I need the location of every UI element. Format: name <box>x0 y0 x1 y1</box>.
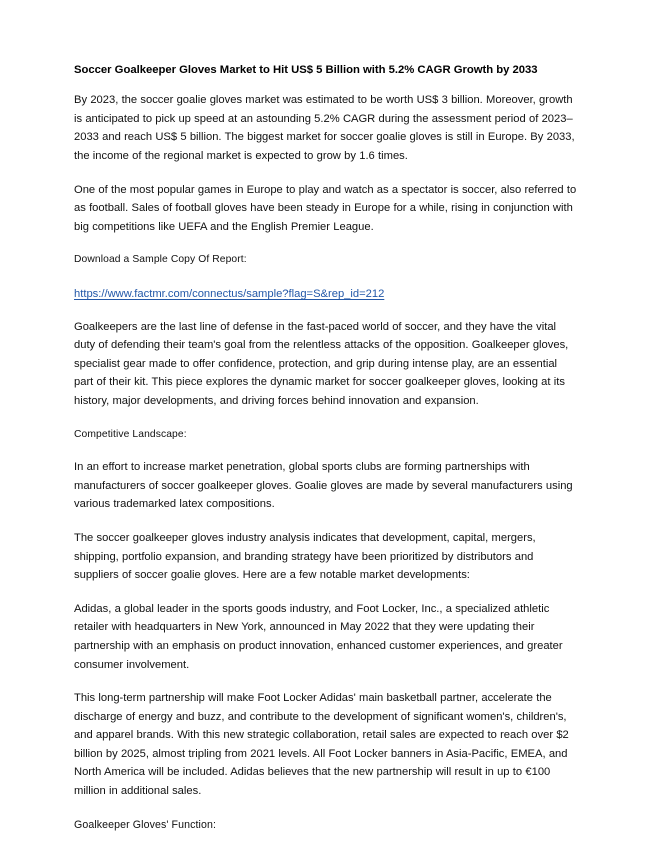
paragraph-market-overview: By 2023, the soccer goalie gloves market was estimated to be worth US$ 3 billion. Moreover, growth is anticipated to pick up speed at an astounding 5.2% CAGR during the assessment period of 2023–2033 and reach US$ 5 billion. The biggest market for soccer goalie gloves is still in Europe. By 2033, the income of the regional market is expected to grow by 1.6 times. <box>74 94 575 163</box>
page-title: Soccer Goalkeeper Gloves Market to Hit US$ 5 Billion with 5.2% CAGR Growth by 2033 <box>74 64 538 76</box>
paragraph-adidas-footlocker: Adidas, a global leader in the sports goods industry, and Foot Locker, Inc., a specialized athletic retailer with headquarters in New York, announced in May 2022 that they were updating their partnership with an emphasis on product innovation, enhanced customer experiences, and greater consumer involvement. <box>74 602 563 671</box>
sample-report-link[interactable]: https://www.factmr.com/connectus/sample?flag=S&rep_id=212 <box>74 288 385 300</box>
paragraph-partnership-details: This long-term partnership will make Foot Locker Adidas' main basketball partner, accelerate the discharge of energy and buzz, and contribute to the development of significant women's, children's, and apparel brands. With this new strategic collaboration, retail sales are expected to reach over $2 billion by 2025, almost tripling from 2021 levels. All Foot Locker banners in Asia-Pacific, EMEA, and North America will be included. Adidas believes that the new partnership will result in up to €100 million in additional sales. <box>74 692 569 798</box>
document-body <box>74 63 579 834</box>
section-heading-competitive-landscape: Competitive Landscape: <box>74 428 187 440</box>
download-sample-label: Download a Sample Copy Of Report: <box>74 254 247 266</box>
paragraph-goalkeeper-intro: Goalkeepers are the last line of defense in the fast-paced world of soccer, and they have the vital duty of defending their team's goal from the relentless attacks of the opposition. Goalkeeper gloves, specialist gear made to offer confidence, protection, and grip during intense play, are an essential part of their kit. This piece explores the dynamic market for soccer goalkeeper gloves, looking at its history, major developments, and driving forces behind innovation and expansion. <box>74 320 569 407</box>
paragraph-market-penetration: In an effort to increase market penetration, global sports clubs are forming partnerships with manufacturers of soccer goalkeeper gloves. Goalie gloves are made by several manufacturers using various trademarked latex compositions. <box>74 461 573 511</box>
paragraph-industry-analysis: The soccer goalkeeper gloves industry analysis indicates that development, capital, mergers, shipping, portfolio expansion, and branding strategy have been prioritized by distributors and suppliers of soccer goalie gloves. Here are a few notable market developments: <box>74 531 536 582</box>
section-heading-gloves-function: Goalkeeper Gloves' Function: <box>74 818 217 831</box>
sample-link-row <box>74 284 579 304</box>
paragraph-europe-popularity: One of the most popular games in Europe to play and watch as a spectator is soccer, also referred to as football. Sales of football gloves have been steady in Europe for a while, rising in conjunction with big competitions like UEFA and the English Premier League. <box>74 183 577 233</box>
